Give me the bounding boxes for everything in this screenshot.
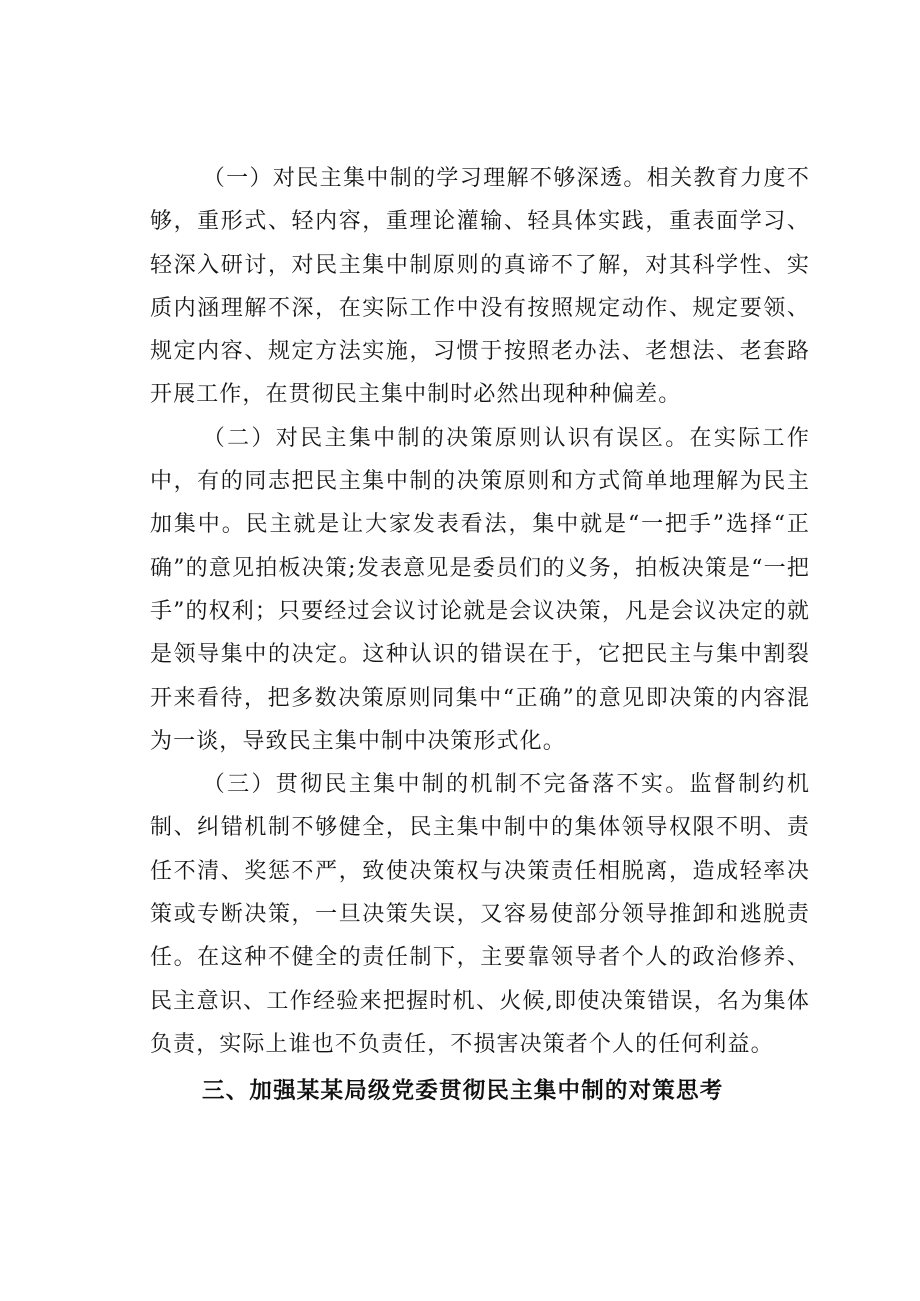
paragraph-3: （三）贯彻民主集中制的机制不完备落不实。监督制约机制、纠错机制不够健全，民主集中制中的集体领导权限不明、责任不清、奖惩不严，致使决策权与决策责任相脱离，造成轻率决策或专断决策，一旦决策失误，又容易使部分领导推卸和逃脱责任。在这种不健全的责任制下，主要靠领导者个人的政治修养、民主意识、工作经验来把握时机、火候,即使决策错误，名为集体负责，实际上谁也不负责任，不损害决策者个人的任何利益。	[150, 772, 810, 1057]
body-text	[150, 157, 810, 1066]
section-heading: 三、加强某某局级党委贯彻民主集中制的对策思考	[202, 1078, 724, 1104]
paragraph-1: （一）对民主集中制的学习理解不够深透。相关教育力度不够，重形式、轻内容，重理论灌输、轻具体实践，重表面学习、轻深入研讨，对民主集中制原则的真谛不了解，对其科学性、实质内涵理解不深，在实际工作中没有按照规定动作、规定要领、规定内容、规定方法实施，习惯于按照老办法、老想法、老套路开展工作，在贯彻民主集中制时必然出现种种偏差。	[150, 166, 810, 408]
paragraph-2: （二）对民主集中制的决策原则认识有误区。在实际工作中，有的同志把民主集中制的决策原则和方式简单地理解为民主加集中。民主就是让大家发表看法，集中就是“一把手”选择“正确”的意见拍板决策;发表意见是委员们的义务，拍板决策是“一把手”的权利；只要经过会议讨论就是会议决策，凡是会议决定的就是领导集中的决定。这种认识的错误在于，它把民主与集中割裂开来看待，把多数决策原则同集中“正确”的意见即决策的内容混为一谈，导致民主集中制中决策形式化。	[150, 425, 810, 754]
